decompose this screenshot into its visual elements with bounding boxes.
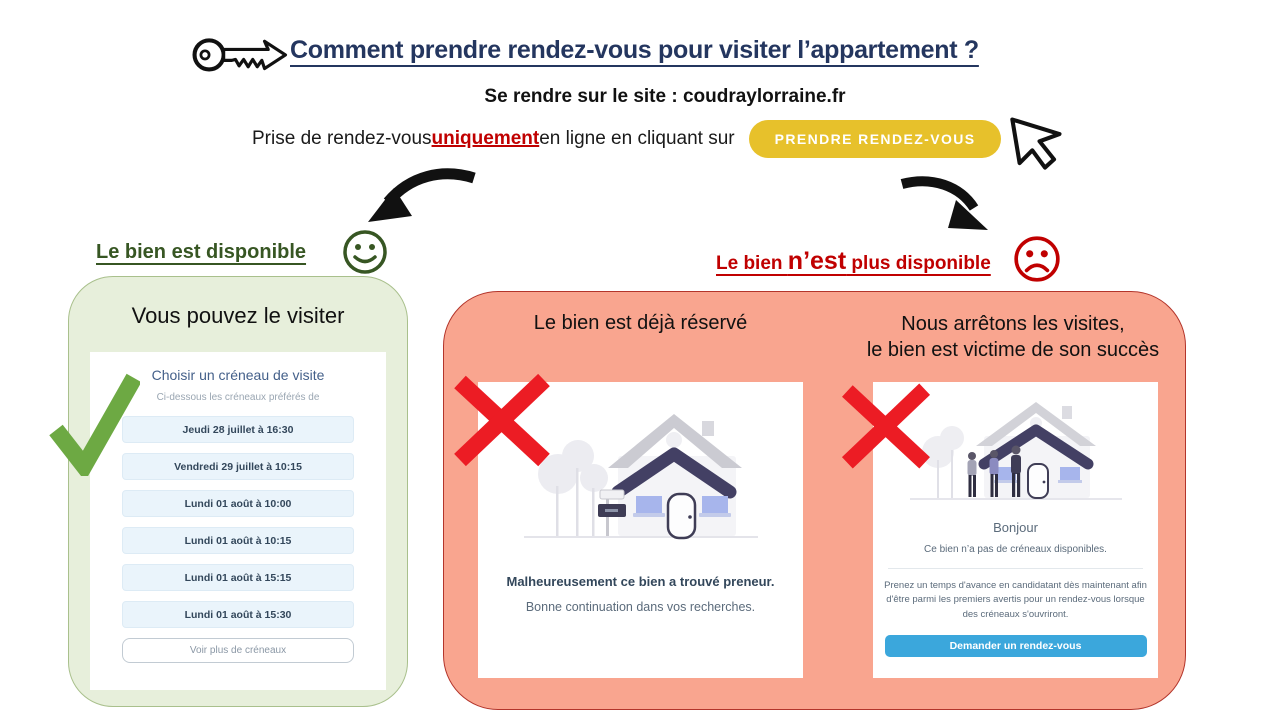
- instruction-after: en ligne en cliquant sur: [539, 128, 735, 149]
- unavailable-heading-emph: n’est: [787, 247, 847, 275]
- available-heading: Le bien est disponible: [96, 241, 307, 263]
- cursor-icon: [1005, 115, 1065, 178]
- unavailable-heading-part2: plus disponible: [846, 253, 991, 274]
- more-slots-button[interactable]: Voir plus de créneaux: [122, 638, 354, 663]
- slot-button[interactable]: Jeudi 28 juillet à 16:30: [122, 416, 354, 443]
- arrow-left-icon: [362, 166, 477, 228]
- divider: [888, 568, 1143, 569]
- slot-button[interactable]: Lundi 01 août à 15:30: [122, 601, 354, 628]
- no-slots-text: Ce bien n’a pas de créneaux disponibles.: [924, 544, 1107, 555]
- unavailable-heading: [716, 247, 991, 276]
- stopped-title-line1: Nous arrêtons les visites,: [901, 313, 1125, 335]
- slot-button[interactable]: Lundi 01 août à 15:15: [122, 564, 354, 591]
- instruction-before: Prise de rendez-vous: [252, 128, 432, 149]
- stopped-card-title: [843, 312, 1183, 363]
- slot-card-title: Choisir un créneau de visite: [151, 367, 325, 383]
- unavailable-heading-part1: Le bien: [716, 253, 788, 274]
- red-cross-icon: [840, 380, 932, 472]
- stopped-title-line2: le bien est victime de son succès: [866, 338, 1160, 361]
- page-title: Comment prendre rendez-vous pour visiter l’appartement ?: [290, 36, 979, 64]
- demander-rendez-vous-button[interactable]: Demander un rendez-vous: [885, 635, 1147, 657]
- sad-face-icon: [1012, 234, 1062, 284]
- site-subtitle: Se rendre sur le site : coudraylorraine.fr: [484, 86, 846, 107]
- reserved-card-title: Le bien est déjà réservé: [533, 312, 748, 334]
- smiley-face-icon: [341, 228, 389, 276]
- reserved-message-bold: Malheureusement ce bien a trouvé preneur.: [506, 574, 775, 589]
- checkmark-icon: [48, 368, 140, 476]
- key-icon: [190, 30, 290, 78]
- instruction-line: [252, 117, 1065, 161]
- available-panel-title: Vous pouvez le visiter: [131, 303, 345, 328]
- slot-button[interactable]: Lundi 01 août à 10:00: [122, 490, 354, 517]
- arrow-right-icon: [898, 174, 990, 232]
- prendre-rendez-vous-button[interactable]: PRENDRE RENDEZ-VOUS: [749, 120, 1002, 158]
- greeting-text: Bonjour: [993, 520, 1038, 535]
- reserved-message: Bonne continuation dans vos recherches.: [525, 600, 756, 614]
- advance-application-text: Prenez un temps d'avance en candidatant dès maintenant afin d'être parmi les premiers avertis pour un rendez-vous lorsque des créneaux s'ouvriront.: [884, 580, 1147, 620]
- slot-card-subtitle: Ci-dessous les créneaux préférés de: [156, 392, 320, 403]
- slot-list: [122, 416, 354, 628]
- slot-button[interactable]: Lundi 01 août à 10:15: [122, 527, 354, 554]
- instruction-highlight: uniquement: [431, 128, 540, 149]
- red-cross-icon: [452, 372, 552, 468]
- slot-button[interactable]: Vendredi 29 juillet à 10:15: [122, 453, 354, 480]
